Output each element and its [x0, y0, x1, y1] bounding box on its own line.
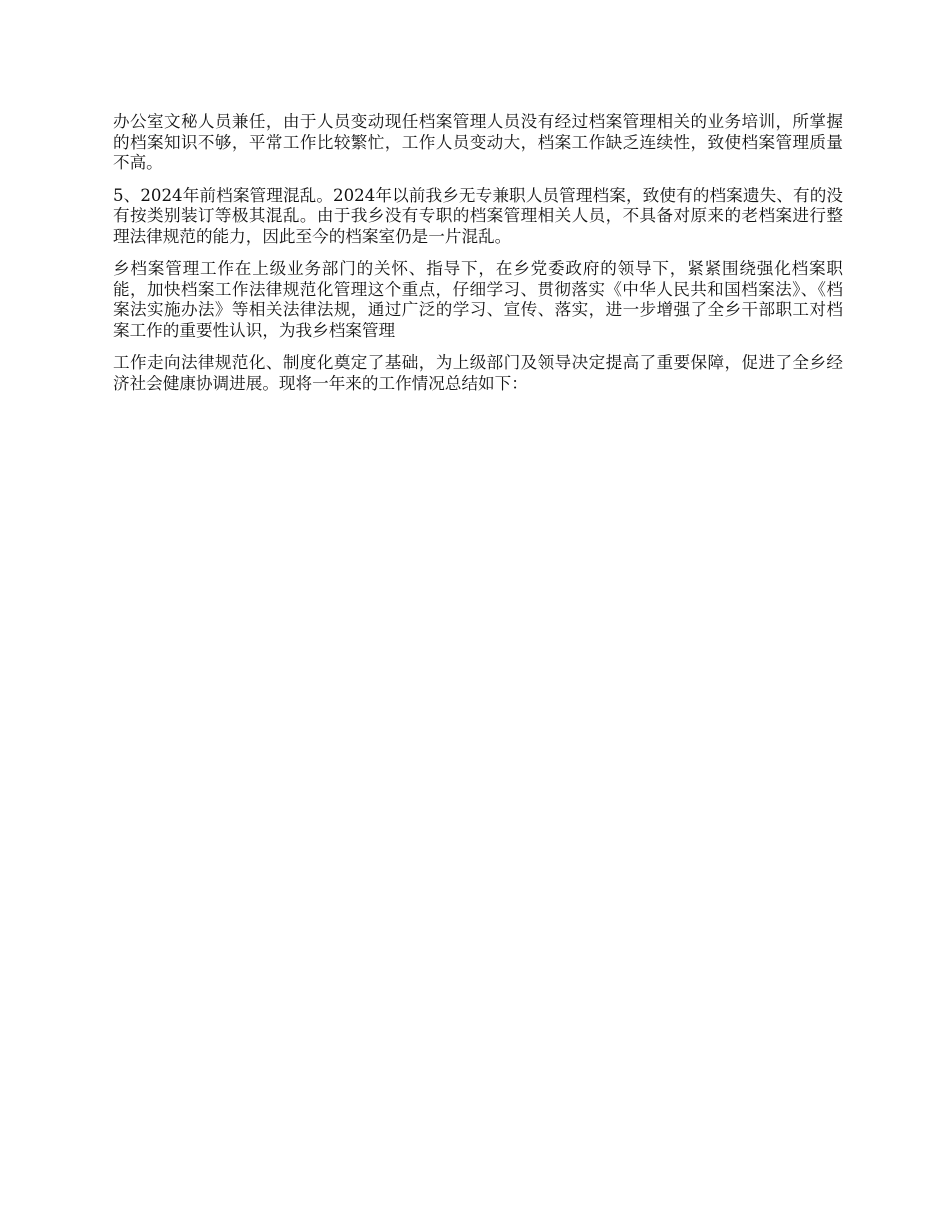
paragraph-staffing: 办公室文秘人员兼任，由于人员变动现任档案管理人员没有经过档案管理相关的业务培训，所掌握的档案知识不够，平常工作比较繁忙，工作人员变动大，档案工作缺乏连续性，致使档案管理质量不高。 [113, 112, 843, 172]
paragraph-summary-intro: 工作走向法律规范化、制度化奠定了基础，为上级部门及领导决定提高了重要保障，促进了全乡经济社会健康协调进展。现将一年来的工作情况总结如下： [113, 353, 843, 393]
document-body [113, 112, 843, 406]
paragraph-archive-disorder: 5、2024年前档案管理混乱。2024年以前我乡无专兼职人员管理档案，致使有的档案遗失、有的没有按类别装订等极其混乱。由于我乡没有专职的档案管理相关人员，不具备对原来的老档案进行整理法律规范的能力，因此至今的档案室仍是一片混乱。 [113, 185, 843, 246]
paragraph-archive-work: 乡档案管理工作在上级业务部门的关怀、指导下，在乡党委政府的领导下，紧紧围绕强化档案职能，加快档案工作法律规范化管理这个重点，仔细学习、贯彻落实《中华人民共和国档案法》、《档案法实施办法》等相关法律法规，通过广泛的学习、宣传、落实，进一步增强了全乡干部职工对档案工作的重要性认识，为我乡档案管理 [113, 259, 843, 340]
